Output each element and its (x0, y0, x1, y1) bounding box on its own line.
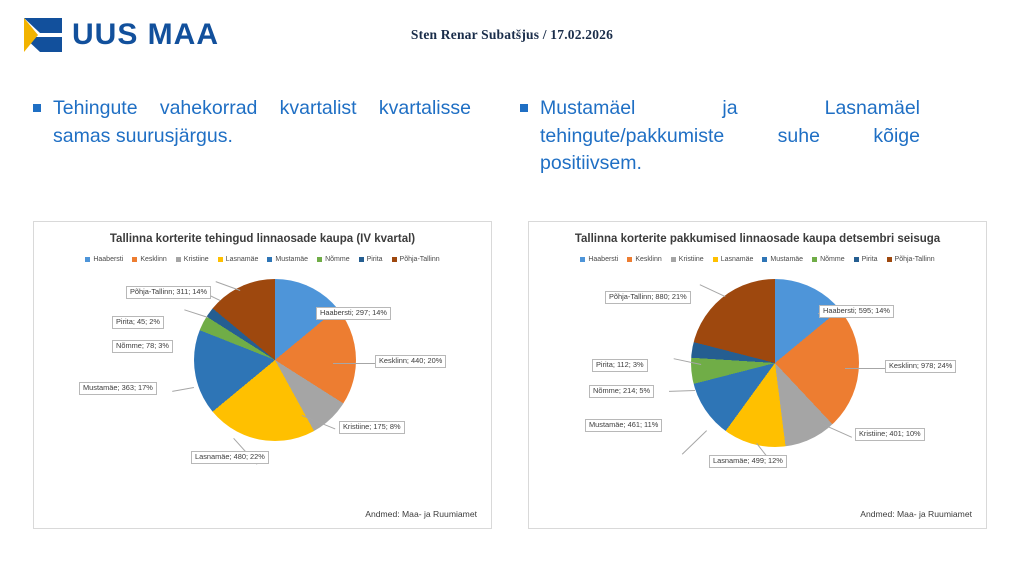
logo-text: UUS MAA (72, 18, 219, 51)
legend-item (854, 256, 878, 263)
pie-data-label: Kristiine; 401; 10% (855, 428, 925, 441)
leader-line (682, 430, 707, 454)
legend-swatch-icon (812, 257, 817, 262)
bullet-marker-icon (520, 104, 528, 112)
legend-item (627, 256, 661, 263)
pie-data-label: Mustamäe; 363; 17% (79, 382, 157, 395)
legend-swatch-icon (854, 257, 859, 262)
bullet-right (520, 95, 920, 178)
leader-line (333, 363, 375, 364)
legend-item (85, 256, 123, 263)
leader-line (172, 387, 194, 392)
legend-label: Kesklinn (140, 255, 167, 263)
legend-label: Pirita (366, 255, 383, 263)
legend-item (887, 256, 935, 263)
legend-item (317, 256, 350, 263)
legend-label: Pirita (861, 255, 878, 263)
pie-data-label: Kristiine; 175; 8% (339, 421, 405, 434)
pie-data-label: Pirita; 45; 2% (112, 316, 164, 329)
chart-title: Tallinna korterite pakkumised linnaosade kaupa detsembri seisuga (574, 233, 941, 245)
legend-swatch-icon (713, 257, 718, 262)
legend-swatch-icon (671, 257, 676, 262)
pie-chart-transactions (194, 279, 356, 441)
legend-swatch-icon (218, 257, 223, 262)
pie-data-label: Kesklinn; 978; 24% (885, 360, 956, 373)
bullet-left-text: Tehingute vahekorrad kvartalist kvartalisse samas suurusjärgus. (53, 97, 471, 147)
chart-card-listings (528, 221, 987, 529)
legend-label: Põhja-Tallinn (399, 255, 440, 263)
legend-swatch-icon (267, 257, 272, 262)
leader-line (216, 281, 241, 291)
pie-data-label: Haabersti; 595; 14% (819, 305, 894, 318)
bullet-left (33, 95, 471, 150)
legend-swatch-icon (627, 257, 632, 262)
legend-label: Kristiine (183, 255, 209, 263)
legend-item (218, 256, 259, 263)
pie-data-label: Pirita; 112; 3% (592, 359, 648, 372)
legend-swatch-icon (392, 257, 397, 262)
legend-label: Haabersti (588, 255, 619, 263)
pie-data-label: Mustamäe; 461; 11% (585, 419, 662, 432)
legend-swatch-icon (85, 257, 90, 262)
leader-line (669, 390, 695, 392)
legend-item (671, 256, 704, 263)
pie-data-label: Lasnamäe; 480; 22% (191, 451, 269, 464)
bullet-marker-icon (33, 104, 41, 112)
pie-data-label: Lasnamäe; 499; 12% (709, 455, 787, 468)
legend-item (132, 256, 166, 263)
leader-line (184, 309, 208, 318)
presenter-and-date: Sten Renar Subatšjus / 17.02.2026 (410, 27, 614, 42)
chart-legend (529, 256, 986, 263)
legend-item (812, 256, 845, 263)
legend-label: Kesklinn (635, 255, 662, 263)
legend-swatch-icon (359, 257, 364, 262)
pie-data-label: Põhja-Tallinn; 311; 14% (126, 286, 211, 299)
legend-swatch-icon (176, 257, 181, 262)
leader-line (700, 284, 726, 297)
legend-swatch-icon (887, 257, 892, 262)
legend-item (392, 256, 440, 263)
legend-item (176, 256, 209, 263)
legend-swatch-icon (580, 257, 585, 262)
legend-item (580, 256, 618, 263)
pie-data-label: Nõmme; 214; 5% (589, 385, 654, 398)
pie-data-label: Kesklinn; 440; 20% (375, 355, 446, 368)
pie-plot-area (529, 263, 986, 485)
legend-label: Põhja-Tallinn (894, 255, 935, 263)
legend-label: Haabersti (93, 255, 124, 263)
chart-title: Tallinna korterite tehingud linnaosade kaupa (IV kvartal) (109, 233, 416, 245)
pie-data-label: Haabersti; 297; 14% (316, 307, 391, 320)
legend-label: Mustamäe (275, 255, 309, 263)
pie-plot-area (34, 263, 491, 485)
legend-item (359, 256, 383, 263)
legend-item (713, 256, 754, 263)
legend-label: Nõmme (820, 255, 845, 263)
chart-source-note: Andmed: Maa- ja Ruumiamet (860, 509, 972, 519)
legend-label: Nõmme (325, 255, 350, 263)
legend-label: Kristiine (678, 255, 704, 263)
chart-card-transactions (33, 221, 492, 529)
legend-swatch-icon (762, 257, 767, 262)
legend-swatch-icon (317, 257, 322, 262)
leader-line (845, 368, 887, 369)
pie-data-label: Põhja-Tallinn; 880; 21% (605, 291, 691, 304)
pie-data-label: Nõmme; 78; 3% (112, 340, 173, 353)
legend-swatch-icon (132, 257, 137, 262)
chart-source-note: Andmed: Maa- ja Ruumiamet (365, 509, 477, 519)
legend-item (267, 256, 308, 263)
legend-label: Mustamäe (770, 255, 804, 263)
legend-item (762, 256, 803, 263)
chart-legend (34, 256, 491, 263)
bullet-right-text: Mustamäel ja Lasnamäel tehingute/pakkumiste suhe kõige positiivsem. (540, 97, 920, 175)
legend-label: Lasnamäe (720, 255, 754, 263)
legend-label: Lasnamäe (225, 255, 259, 263)
